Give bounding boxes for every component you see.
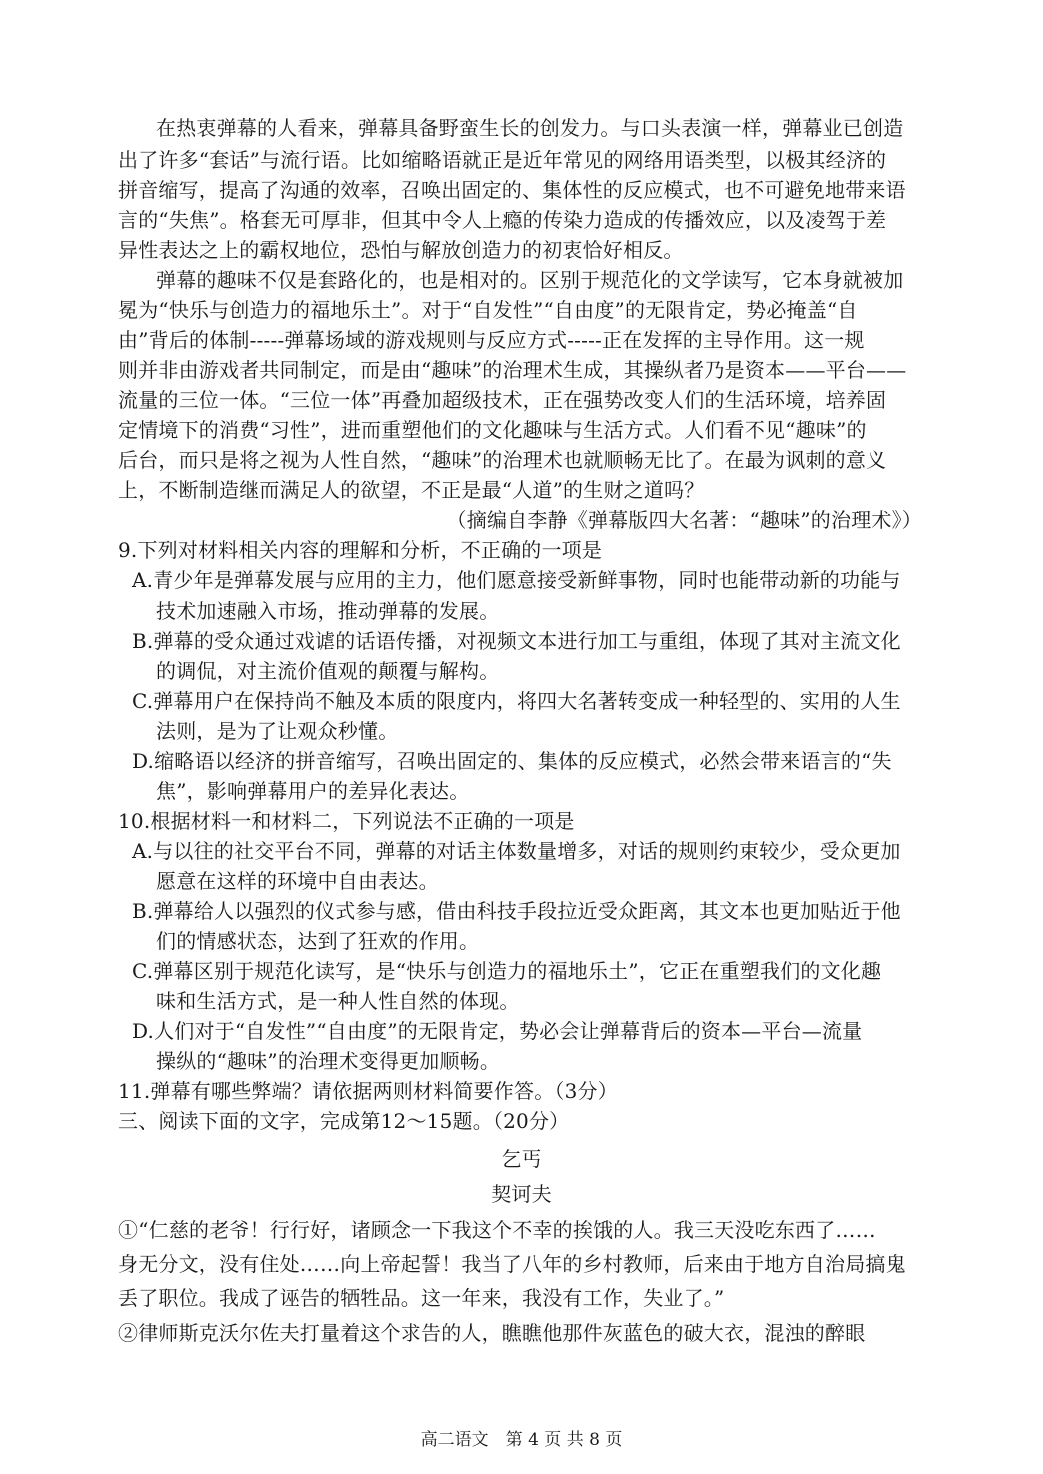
q9-option-d: D.缩略语以经济的拼音缩写，召唤出固定的、集体的反应模式，必然会带来语言的“失 <box>132 749 892 773</box>
q10-option-c: C.弹幕区别于规范化读写，是“快乐与创造力的福地乐土”，它正在重塑我们的文化趣 <box>132 959 882 983</box>
passage-p1-line: 出了许多“套话”与流行语。比如缩略语就正是近年常见的网络用语类型，以极其经济的 <box>118 148 887 172</box>
q11-stem: 11.弹幕有哪些弊端？请依据两则材料简要作答。（3分） <box>118 1079 618 1103</box>
passage-p2-line: 冕为“快乐与创造力的福地乐土”。对于“自发性”“自由度”的无限肯定，势必掩盖“自 <box>118 298 858 322</box>
passage-p2-line: 流量的三位一体。“三位一体”再叠加超级技术，正在强势改变人们的生活环境，培养固 <box>118 388 887 412</box>
passage-p2-line: 上，不断制造继而满足人的欲望，不正是最“人道”的生财之道吗？ <box>118 478 705 502</box>
passage-p1-line: 拼音缩写，提高了沟通的效率，召唤出固定的、集体性的反应模式，也不可避免地带来语 <box>118 178 906 202</box>
passage-p2-line: 则并非由游戏者共同制定，而是由“趣味”的治理术生成，其操纵者乃是资本——平台—— <box>118 358 907 382</box>
passage-p2-line: 定情境下的消费“习性”，进而重塑他们的文化趣味与生活方式。人们看不见“趣味”的 <box>118 418 867 442</box>
passage-p1-line: 异性表达之上的霸权地位，恐怕与解放创造力的初衷恰好相反。 <box>118 238 684 262</box>
story-author: 契诃夫 <box>491 1182 552 1206</box>
q9-option-d-cont: 焦”，影响弹幕用户的差异化表达。 <box>156 779 470 803</box>
q9-option-b: B.弹幕的受众通过戏谑的话语传播，对视频文本进行加工与重组，体现了其对主流文化 <box>132 629 901 653</box>
q10-stem: 10.根据材料一和材料二，下列说法不正确的一项是 <box>118 809 575 833</box>
q10-option-b-cont: 们的情感状态，达到了狂欢的作用。 <box>156 929 480 953</box>
passage-p2-line: 弹幕的趣味不仅是套路化的，也是相对的。区别于规范化的文学读写，它本身就被加 <box>156 268 904 292</box>
page-footer: 高二语文 第 4 页 共 8 页 <box>420 1430 623 1450</box>
story-p1-line: ①“仁慈的老爷！行行好，诸顾念一下我这个不幸的挨饿的人。我三天没吃东西了…… <box>118 1218 876 1242</box>
passage-p2-line: 后台，而只是将之视为人性自然，“趣味”的治理术也就顺畅无比了。在最为讽刺的意义 <box>118 448 887 472</box>
q9-stem: 9.下列对材料相关内容的理解和分析，不正确的一项是 <box>118 538 603 562</box>
q9-option-c: C.弹幕用户在保持尚不触及本质的限度内，将四大名著转变成一种轻型的、实用的人生 <box>132 689 901 713</box>
q10-option-a: A.与以往的社交平台不同，弹幕的对话主体数量增多，对话的规则约束较少，受众更加 <box>132 839 901 863</box>
passage-source: （摘编自李静《弹幕版四大名著：“趣味”的治理术》） <box>446 508 922 532</box>
passage-p1-line: 言的“失焦”。格套无可厚非，但其中令人上瘾的传染力造成的传播效应，以及凌驾于差 <box>118 208 887 232</box>
q9-option-c-cont: 法则，是为了让观众秒懂。 <box>156 719 399 743</box>
q10-option-d-cont: 操纵的“趣味”的治理术变得更加顺畅。 <box>156 1049 501 1073</box>
q9-option-a-cont: 技术加速融入市场，推动弹幕的发展。 <box>156 599 500 623</box>
story-p1-line: 丢了职位。我成了诬告的牺牲品。这一年来，我没有工作，失业了。” <box>118 1286 725 1310</box>
story-p2-line: ②律师斯克沃尔佐夫打量着这个求告的人，瞧瞧他那件灰蓝色的破大衣，混浊的醉眼 <box>118 1321 866 1345</box>
passage-p1-line: 在热衷弹幕的人看来，弹幕具备野蛮生长的创发力。与口头表演一样，弹幕业已创造 <box>156 116 904 140</box>
story-title: 乞丐 <box>501 1147 542 1171</box>
section-3-heading: 三、阅读下面的文字，完成第12～15题。（20分） <box>118 1109 570 1133</box>
q10-option-a-cont: 愿意在这样的环境中自由表达。 <box>156 869 439 893</box>
q10-option-d: D.人们对于“自发性”“自由度”的无限肯定，势必会让弹幕背后的资本—平台—流量 <box>132 1019 863 1043</box>
q10-option-b: B.弹幕给人以强烈的仪式参与感，借由科技手段拉近受众距离，其文本也更加贴近于他 <box>132 899 901 923</box>
q9-option-a: A.青少年是弹幕发展与应用的主力，他们愿意接受新鲜事物，同时也能带动新的功能与 <box>132 568 901 592</box>
story-p1-line: 身无分文，没有住处……向上帝起誓！我当了八年的乡村教师，后来由于地方自治局搞鬼 <box>118 1252 906 1276</box>
passage-p2-line: 由”背后的体制-----弹幕场域的游戏规则与反应方式-----正在发挥的主导作用。这一规 <box>118 328 865 352</box>
q10-option-c-cont: 味和生活方式，是一种人性自然的体现。 <box>156 989 520 1013</box>
q9-option-b-cont: 的调侃，对主流价值观的颠覆与解构。 <box>156 659 500 683</box>
